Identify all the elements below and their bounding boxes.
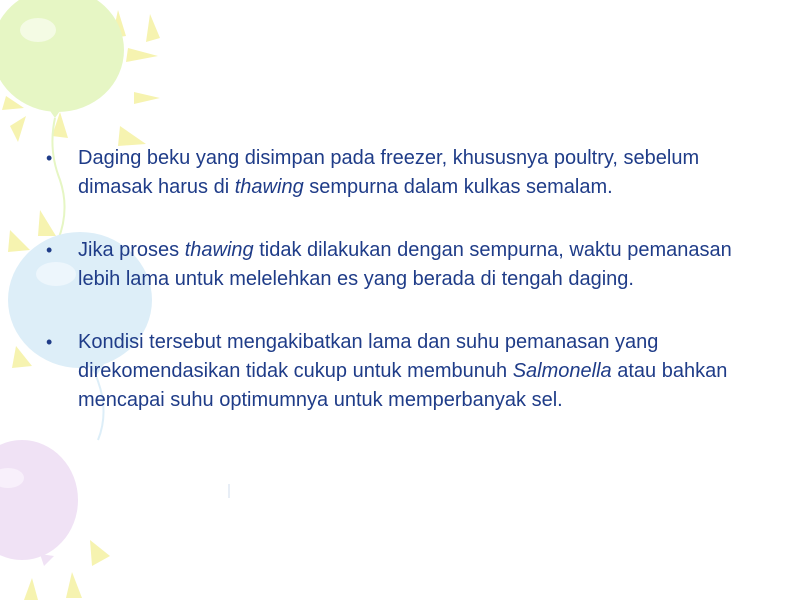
bullet-icon: • [46, 240, 53, 260]
bullet-item [46, 328, 766, 415]
bullet-text [78, 328, 766, 415]
bullet-icon: • [46, 148, 53, 168]
bullet-text [78, 236, 766, 294]
bullet-icon: • [46, 332, 53, 352]
bullet-text-italic: thawing [234, 176, 304, 198]
bullet-item [46, 236, 766, 294]
bullet-text-segment: Kondisi tersebut mengakibatkan lama dan suhu pemanasan yang direkomendasikan tidak cukup untuk membunuh [78, 331, 659, 382]
bullet-item [46, 144, 766, 202]
bullet-text [78, 144, 766, 202]
bullet-text-segment: sempurna dalam kulkas semalam. [303, 176, 613, 198]
bullet-text-italic: Salmonella [512, 360, 612, 382]
bullet-text-segment: tidak dilakukan dengan sempurna, waktu pemanasan lebih lama untuk melelehkan es yang berada di tengah daging. [78, 239, 732, 290]
bullet-text-segment: Jika proses [78, 239, 185, 261]
bullet-text-italic: thawing [184, 239, 254, 261]
bullet-text-segment: Daging beku yang disimpan pada freezer, khususnya poultry, sebelum dimasak harus di [78, 147, 700, 198]
balloon-purple-icon [0, 440, 78, 566]
faint-mark [228, 484, 230, 498]
bullet-list [46, 144, 766, 449]
bullet-text-segment: atau bahkan mencapai suhu optimumnya untuk memperbanyak sel. [78, 360, 728, 411]
